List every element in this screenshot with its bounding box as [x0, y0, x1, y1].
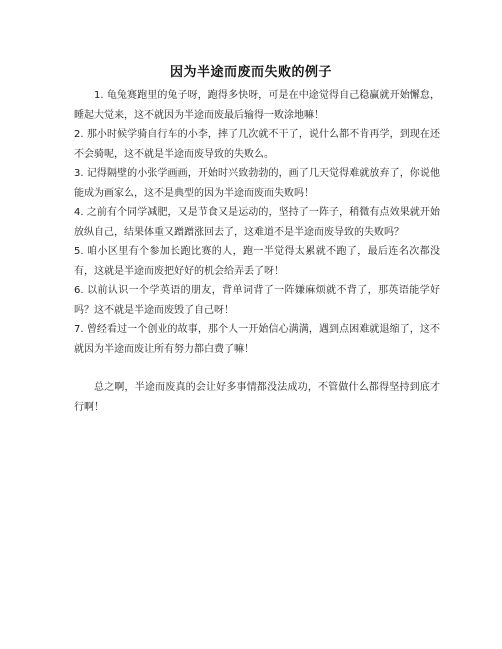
paragraph-5: 5. 咱小区里有个参加长跑比赛的人，跑一半觉得太累就不跑了，最后连名次都没有，这就是半途而废把好好的机会给弄丢了呀！ — [74, 246, 440, 277]
document-body — [74, 86, 440, 417]
paragraph-6: 6. 以前认识一个学英语的朋友，背单词背了一阵嫌麻烦就不背了，那英语能学好吗？这不就是半途而废毁了自己呀！ — [74, 285, 440, 316]
paragraph-4: 4. 之前有个同学减肥，又是节食又是运动的，坚持了一阵子，稍微有点效果就开始放纵自己，结果体重又蹭蹭涨回去了，这难道不是半途而废导致的失败吗？ — [74, 207, 440, 238]
paragraph-1: 1. 龟兔赛跑里的兔子呀，跑得多快呀，可是在中途觉得自己稳赢就开始懈怠，睡起大觉来，这不就因为半途而废最后输得一败涂地嘛！ — [74, 90, 440, 121]
summary-paragraph: 总之啊，半途而废真的会让好多事情都没法成功，不管做什么都得坚持到底才行啊！ — [74, 382, 440, 413]
paragraph-7: 7. 曾经看过一个创业的故事，那个人一开始信心满满，遇到点困难就退缩了，这不就因为半途而废让所有努力都白费了嘛！ — [74, 324, 440, 355]
page-title: 因为半途而废而失败的例子 — [169, 65, 332, 80]
paragraph-3: 3. 记得隔壁的小张学画画，开始时兴致勃勃的，画了几天觉得难就放弃了，你说他能成为画家么，这不是典型的因为半途而废而失败吗！ — [74, 168, 440, 199]
paragraph-2: 2. 那小时候学骑自行车的小李，摔了几次就不干了，说什么都不肯再学，到现在还不会骑呢，这不就是半途而废导致的失败么。 — [74, 129, 440, 160]
